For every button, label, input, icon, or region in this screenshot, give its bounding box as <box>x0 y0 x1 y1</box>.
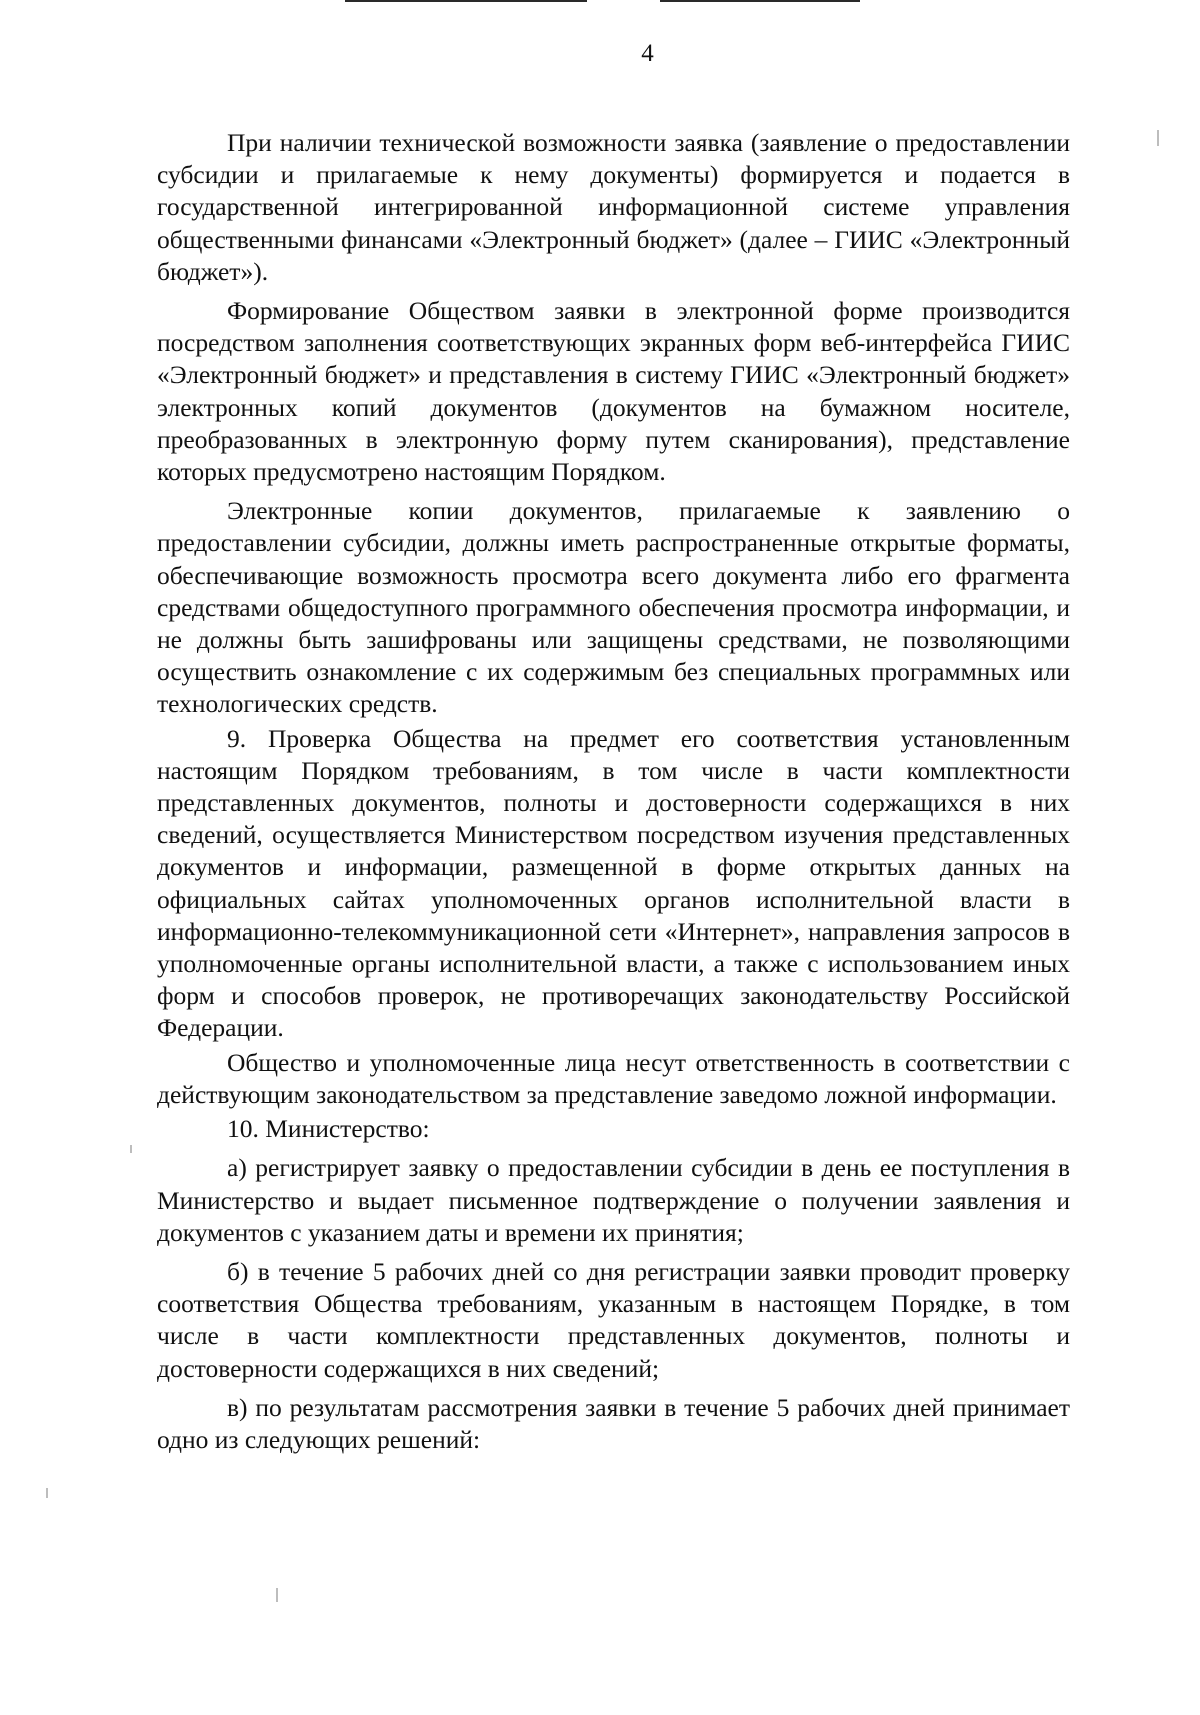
top-edge-rule-left <box>345 0 587 2</box>
paragraph-clause-10-a: а) регистрирует заявку о предоставлении субсидии в день ее поступления в Министерство и выдает письменное подтверждение о получении заявления и документов с указанием даты и времени их принятия; <box>157 1153 1070 1247</box>
document-body <box>157 127 1070 1456</box>
paragraph-electronic-submission: При наличии технической возможности заявка (заявление о предоставлении субсидии и прилагаемые к нему документы) формируется и подается в государственной интегрированной информационной системе управления общественными финансами «Электронный бюджет» (далее – ГИИС «Электронный бюджет»). <box>157 128 1070 286</box>
page-number: 4 <box>641 40 654 67</box>
scan-speck <box>130 1145 132 1153</box>
paragraph-electronic-form: Формирование Обществом заявки в электронной форме производится посредством заполнения соответствующих экранных форм веб-интерфейса ГИИС «Электронный бюджет» и представления в систему ГИИС «Электронный бюджет» электронных копий документов (документов на бумажном носителе, преобразованных в электронную форму путем сканирования), представление которых предусмотрено настоящим Порядком. <box>157 296 1070 487</box>
top-edge-rule-right <box>660 0 860 2</box>
paragraph-clause-10-b: б) в течение 5 рабочих дней со дня регистрации заявки проводит проверку соответствия Общества требованиям, указанным в настоящем Порядке, в том числе в части комплектности представленных документов, полноты и достоверности содержащихся в них сведений; <box>157 1256 1070 1383</box>
paragraph-clause-10: 10. Министерство: <box>227 1114 430 1144</box>
paragraph-responsibility: Общество и уполномоченные лица несут ответственность в соответствии с действующим законодательством за представление заведомо ложной информации. <box>157 1047 1070 1109</box>
scan-speck <box>1157 130 1159 146</box>
scan-speck <box>276 1588 278 1602</box>
scan-speck <box>46 1488 48 1498</box>
paragraph-clause-10-c: в) по результатам рассмотрения заявки в течение 5 рабочих дней принимает одно из следующих решений: <box>157 1392 1070 1454</box>
paragraph-clause-9: 9. Проверка Общества на предмет его соответствия установленным настоящим Порядком требованиям, в том числе в части комплектности представленных документов, полноты и достоверности содержащихся в них сведений, осуществляется Министерством посредством изучения представленных документов и информации, размещенной в форме открытых данных на официальных сайтах уполномоченных органов исполнительной власти в информационно-телекоммуникационной сети «Интернет», направления запросов в уполномоченные органы исполнительной власти, а также с использованием иных форм и способов проверок, не противоречащих законодательству Российской Федерации. <box>157 723 1070 1043</box>
paragraph-electronic-copies: Электронные копии документов, прилагаемые к заявлению о предоставлении субсидии, должны иметь распространенные открытые форматы, обеспечивающие возможность просмотра всего документа либо его фрагмента средствами общедоступного программного обеспечения просмотра информации, и не должны быть зашифрованы или защищены средствами, не позволяющими осуществить ознакомление с их содержимым без специальных программных или технологических средств. <box>157 496 1070 719</box>
